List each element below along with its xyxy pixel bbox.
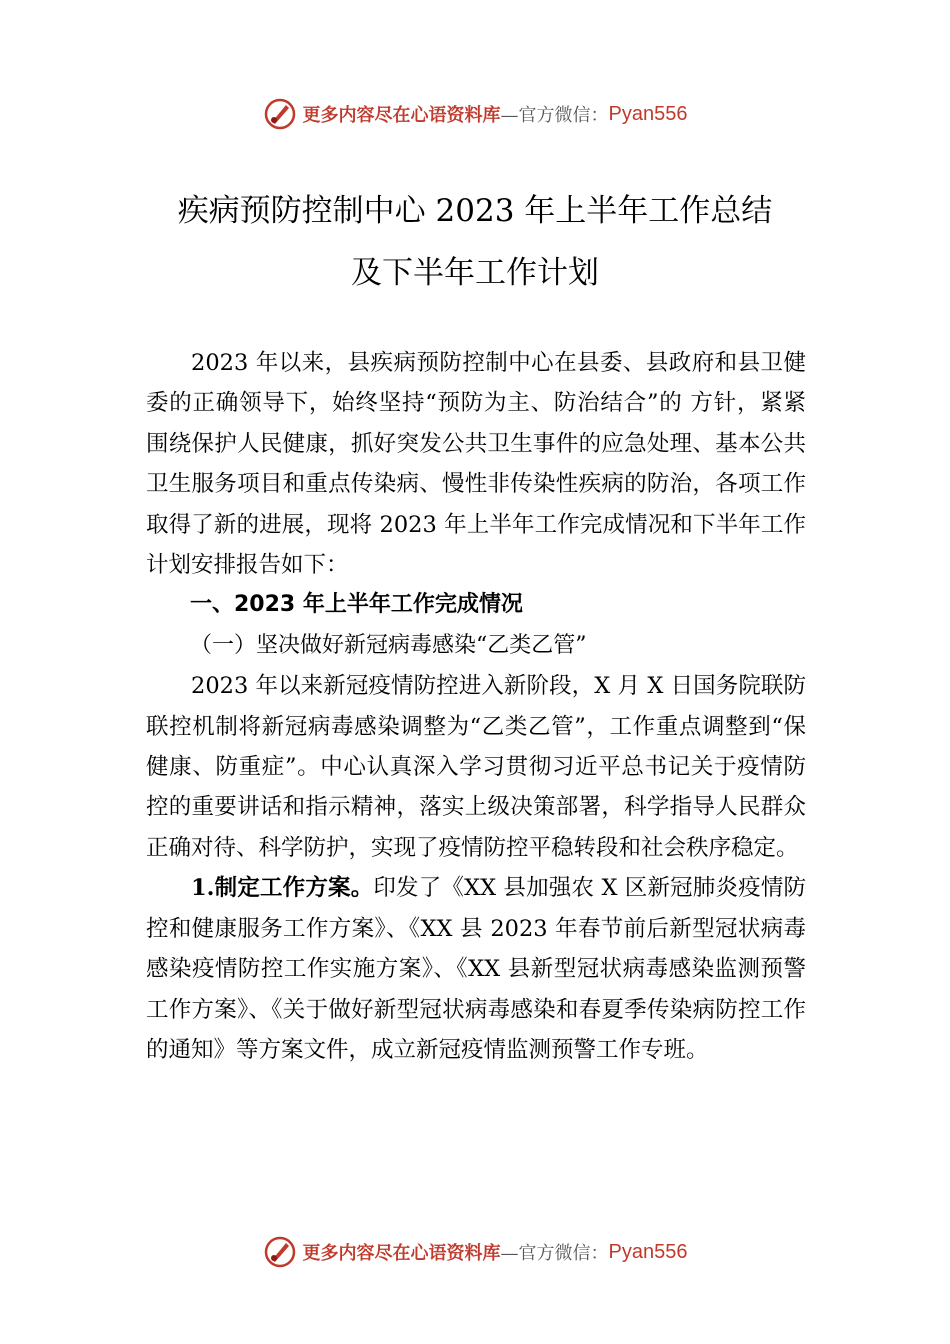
banner-main-text: 更多内容尽在心语资料库 <box>302 105 501 126</box>
subsection-heading-1: （一）坚决做好新冠病毒感染“乙类乙管” <box>190 632 587 658</box>
footer-banner <box>0 1232 950 1272</box>
banner-main-text: 更多内容尽在心语资料库 <box>302 1243 501 1264</box>
document-body <box>146 343 806 1070</box>
banner-wechat-id: Pyan556 <box>608 1240 688 1263</box>
pen-logo-icon <box>263 1235 297 1269</box>
section-heading-1: 一、2023 年上半年工作完成情况 <box>190 592 523 618</box>
banner-sub-text: —官方微信： <box>500 105 609 126</box>
document-title <box>140 180 810 304</box>
title-line-1: 疾病预防控制中心 2023 年上半年工作总结 <box>177 193 773 229</box>
item-1-lead: 1.制定工作方案。 <box>191 875 374 902</box>
banner-wechat-id: Pyan556 <box>608 102 688 125</box>
title-line-2: 及下半年工作计划 <box>351 255 599 291</box>
paragraph-2: 2023 年以来新冠疫情防控进入新阶段，X 月 X 日国务院联防联控机制将新冠病毒感染调整为“乙类乙管”，工作重点调整到“保健康、防重症”。中心认真深入学习贯彻习近平总书记关于疫情防控的重要讲话和指示精神，落实上级决策部署，科学指导人民群众正确对待、科学防护，实现了疫情防控平稳转段和社会秩序稳定。 <box>146 673 806 861</box>
pen-logo-icon <box>263 97 297 131</box>
item-1-paragraph <box>146 868 806 1070</box>
intro-paragraph: 2023 年以来，县疾病预防控制中心在县委、县政府和县卫健委的正确领导下，始终坚持“预防为主、防治结合”的 方针，紧紧围绕保护人民健康，抓好突发公共卫生事件的应急处理、基本公共卫生服务项目和重点传染病、慢性非传染性疾病的防治，各项工作取得了新的进展，现将 2023 年上半年工作完成情况和下半年工作计划安排报告如下： <box>146 350 806 579</box>
banner-sub-text: —官方微信： <box>500 1243 609 1264</box>
item-1-text: 印发了《XX 县加强农 X 区新冠肺炎疫情防控和健康服务工作方案》、《XX 县 2023 年春节前后新型冠状病毒感染疫情防控工作实施方案》、《XX 县新型冠状病毒感染监测预警工作方案》、《关于做好新型冠状病毒感染和春夏季传染病防控工作的通知》等方案文件，成立新冠疫情监测预警工作专班。 <box>146 875 806 1063</box>
header-banner <box>0 94 950 134</box>
